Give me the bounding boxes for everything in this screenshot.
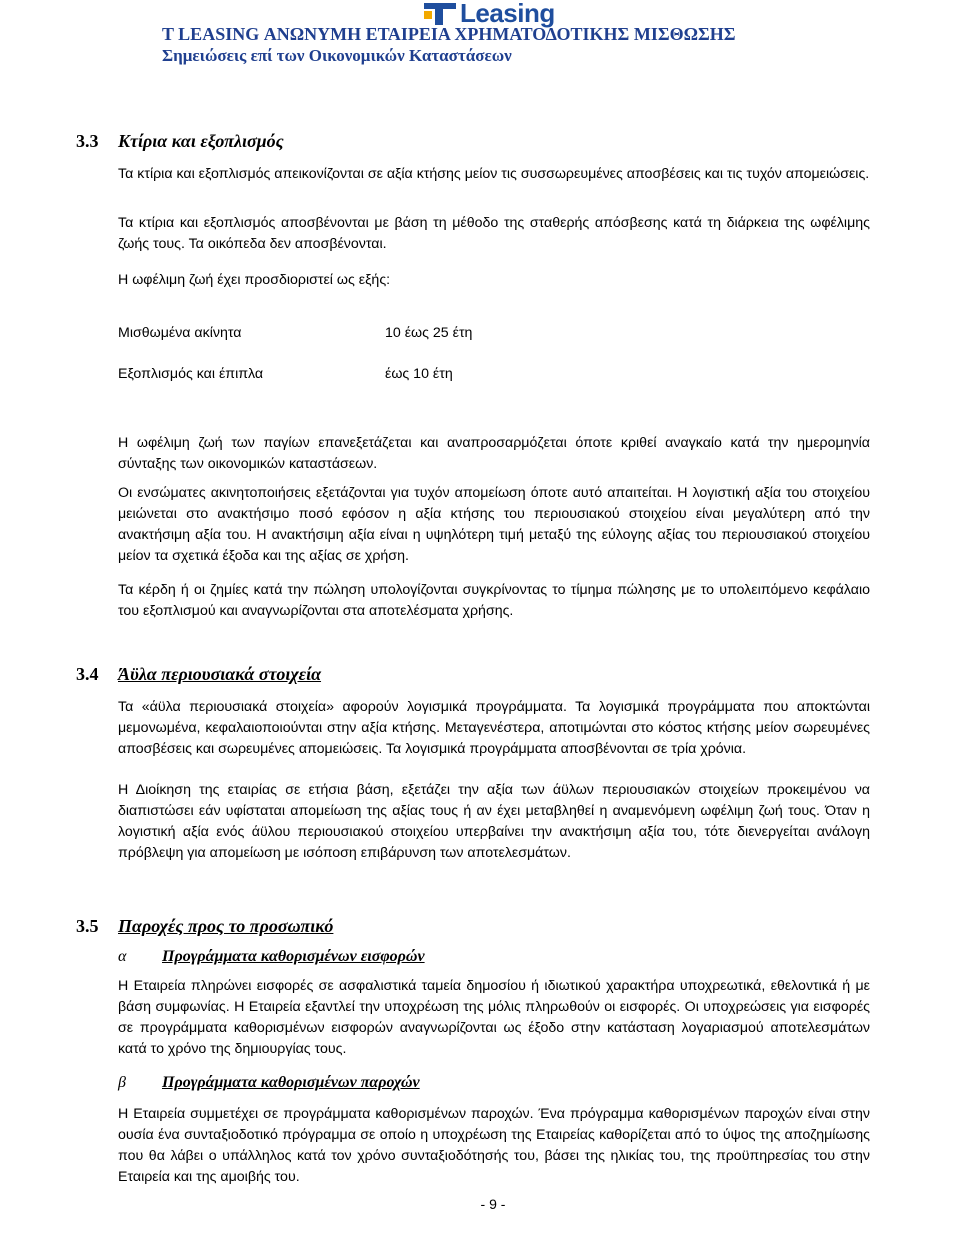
useful-life-label: Μισθωμένα ακίνητα — [118, 325, 242, 341]
subsection-heading-a — [118, 948, 425, 966]
paragraph: Η ωφέλιμη ζωή έχει προσδιοριστεί ως εξής: — [118, 272, 391, 288]
paragraph: Τα κτίρια και εξοπλισμός απεικονίζονται σε αξία κτήσης μείον τις συσσωρευμένες αποσβέσεις και τις τυχόν απομειώσεις. — [118, 166, 870, 182]
section-number: 3.5 — [76, 916, 99, 936]
paragraph: Τα κέρδη ή οι ζημίες κατά την πώληση υπολογίζονται συγκρίνοντας το τίμημα πώλησης με το υπολειπόμενο κεφάλαιο του εξοπλισμού και αναγνωρίζονται στα αποτελέσματα χρήσης. — [118, 582, 870, 619]
subsection-heading-b — [118, 1074, 420, 1092]
paragraph: Η Διοίκηση της εταιρίας σε ετήσια βάση, εξετάζει την αξία των άϋλων περιουσιακών στοιχείων προκειμένου να διαπιστώσει εάν υφίσταται απομείωση της αξίας τους ή αν έχει μεταβληθεί η αναμενόμενη ωφέλιμη ζωή τους. Όταν η λογιστική αξία ενός άϋλου περιουσιακού στοιχείου υπερβαίνει την ανακτήσιμη αξία του, τότε διενεργείται ανάλογη πρόβλεψη για απομείωση με ισόποση επιβάρυνση των αποτελεσμάτων. — [118, 782, 870, 861]
paragraph: Τα «άϋλα περιουσιακά στοιχεία» αφορούν λογισμικά προγράμματα. Τα λογισμικά προγράμματα που αποκτώνται μεμονωμένα, κεφαλαιοποιούνται στην αξία κτήσης. Μεταγενέστερα, αποτιμώνται στο κόστος κτήσης μείον σωρευμένες αποσβέσεις και σωρευμένες απομειώσεις. Τα λογισμικά προγράμματα αποσβένονται σε τρία χρόνια. — [118, 699, 870, 757]
paragraph: Η ωφέλιμη ζωή των παγίων επανεξετάζεται και αναπροσαρμόζεται όποτε κριθεί αναγκαίο κατά την ημερομηνία σύνταξης των οικονομικών καταστάσεων. — [118, 435, 870, 472]
section-title: Παροχές προς το προσωπικό — [118, 916, 334, 936]
company-name: T LEASING ΑΝΩΝΥΜΗ ΕΤΑΙΡΕΙΑ ΧΡΗΜΑΤΟΔΟΤΙΚΗΣ ΜΙΣΘΩΣΗΣ — [162, 24, 736, 44]
paragraph: Οι ενσώματες ακινητοποιήσεις εξετάζονται για τυχόν απομείωση όποτε αυτό απαιτείται. Η λογιστική αξία του στοιχείου μειώνεται στο ανακτήσιμο ποσό εφόσον η αξία κτήσης του περιουσιακού στοιχείου είναι μεγαλύτερη από την ανακτήσιμη αξία του. Η ανακτήσιμη αξία είναι η υψηλότερη τιμή μεταξύ της εύλογης αξίας του περιουσιακού στοιχείου μείον τα σχετικά έξοδα και της αξίας σε χρήση. — [118, 485, 870, 564]
section-title: Κτίρια και εξοπλισμός — [118, 131, 284, 151]
useful-life-value: 10 έως 25 έτη — [385, 325, 473, 341]
useful-life-value: έως 10 έτη — [385, 366, 453, 382]
paragraph: Η Εταιρεία πληρώνει εισφορές σε ασφαλιστικά ταμεία δημοσίου ή ιδιωτικού χαρακτήρα υποχρεωτικά, εθελοντικά ή με βάση συμφωνίας. Η Εταιρεία εξαντλεί την υποχρέωση της μόλις πληρωθούν οι εισφορές. Οι υποχρεώσεις για εισφορές σε προγράμματα καθορισμένων εισφορών αναγνωρίζονται ως έξοδο στην κατάσταση λογαριασμού αποτελεσμάτων κατά το χρόνο της δημιουργίας τους. — [118, 978, 870, 1057]
section-heading-3-4 — [76, 664, 321, 685]
section-number: 3.3 — [76, 131, 99, 151]
subsection-title: Προγράμματα καθορισμένων παροχών — [162, 1074, 420, 1091]
section-heading-3-3 — [76, 131, 284, 152]
paragraph: Η Εταιρεία συμμετέχει σε προγράμματα καθορισμένων παροχών. Ένα πρόγραμμα καθορισμένων παροχών είναι στην ουσία ένα συνταξιοδοτικό πρόγραμμα σε οποίο η υποχρέωση της Εταιρείας καθορίζεται από το ύψος της αποζημίωσης που θα λάβει ο υπάλληλος κατά τον χρόνο συνταξιοδότησής του, βάσει της ηλικίας του, της προϋπηρεσίας του στην Εταιρεία και της αμοιβής του. — [118, 1106, 870, 1185]
section-title: Άϋλα περιουσιακά στοιχεία — [118, 664, 322, 684]
logo-text: Leasing — [460, 0, 555, 28]
subsection-letter: β — [118, 1074, 126, 1091]
subsection-title: Προγράμματα καθορισμένων εισφορών — [162, 948, 425, 965]
paragraph: Τα κτίρια και εξοπλισμός αποσβένονται με βάση τη μέθοδο της σταθερής απόσβεσης κατά τη διάρκεια της ωφέλιμης ζωής τους. Τα οικόπεδα δεν αποσβένονται. — [118, 215, 870, 252]
section-heading-3-5 — [76, 916, 333, 937]
document-subtitle: Σημειώσεις επί των Οικονομικών Καταστάσεων — [162, 46, 512, 65]
useful-life-label: Εξοπλισμός και έπιπλα — [118, 366, 264, 382]
section-number: 3.4 — [76, 664, 99, 684]
page-number: - 9 - — [480, 1196, 506, 1212]
subsection-letter: α — [118, 948, 127, 965]
